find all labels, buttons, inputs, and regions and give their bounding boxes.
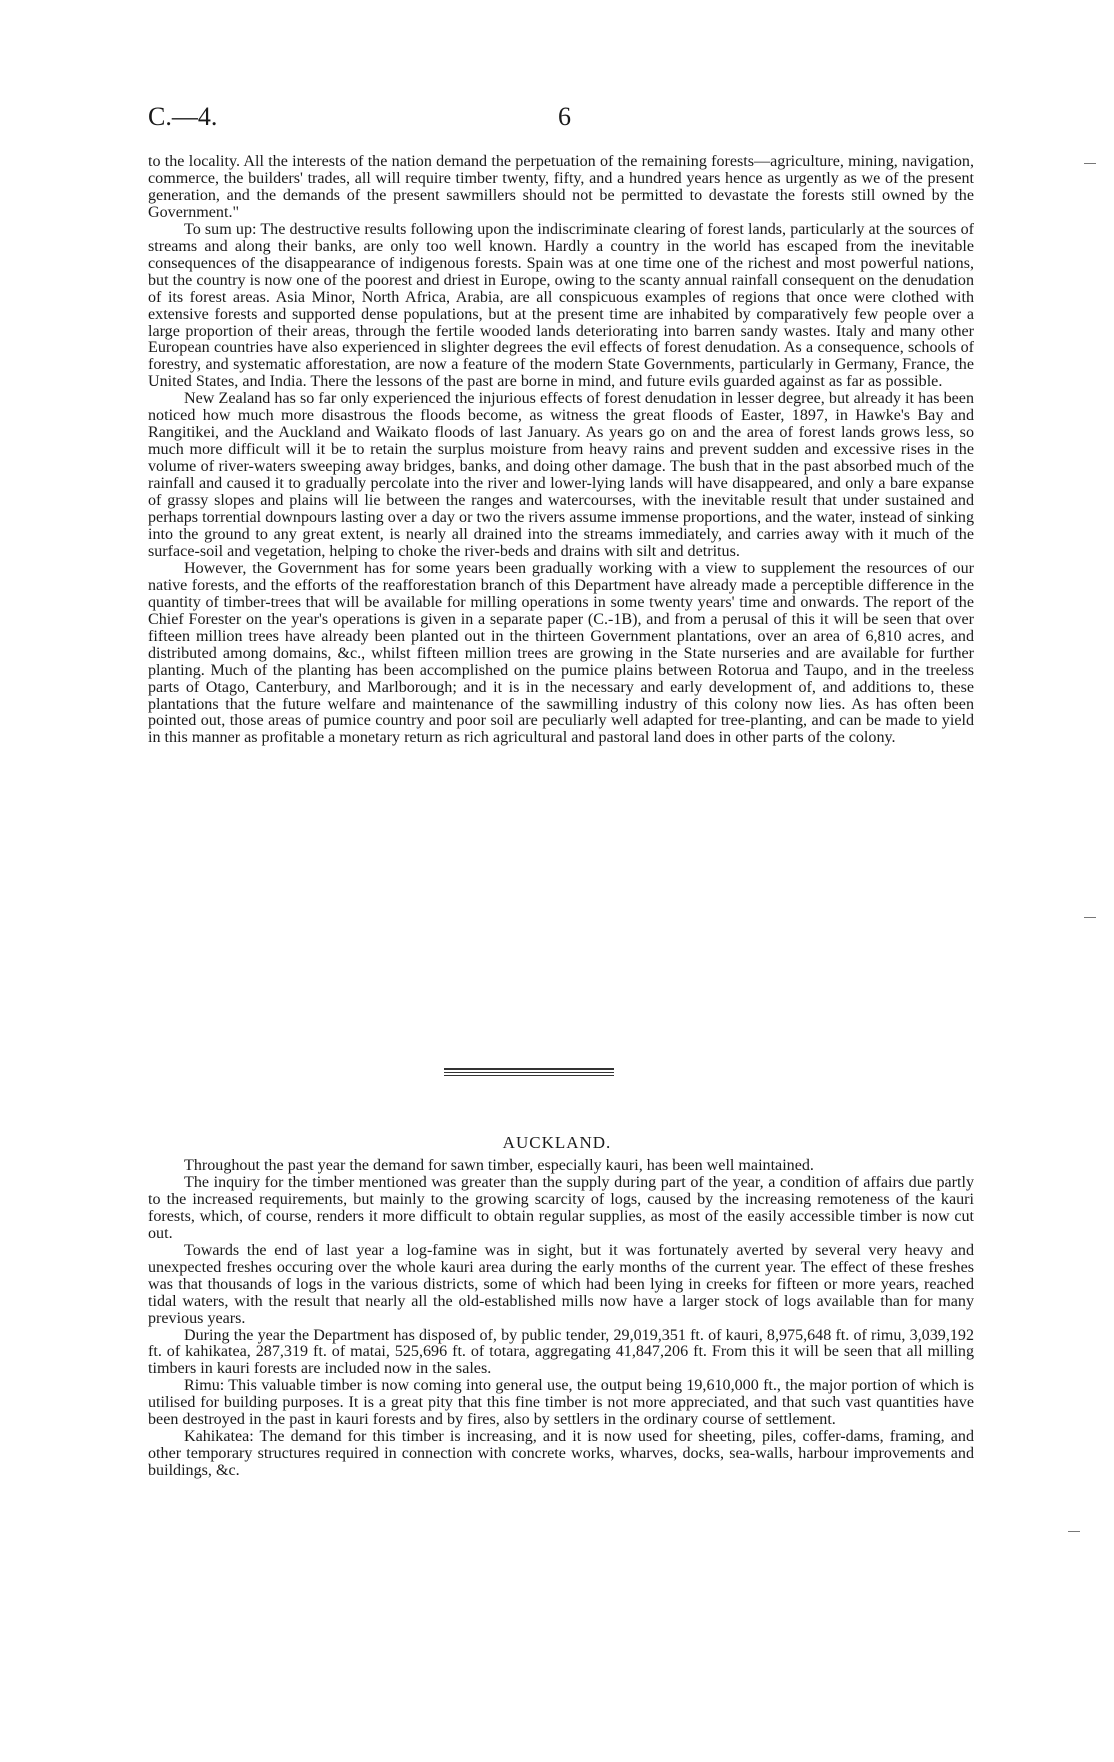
margin-mark <box>1084 917 1096 918</box>
paragraph: To sum up: The destructive results following upon the indiscriminate clearing of forest lands, particularly at the sources of streams and along their banks, are only too well known. Hardly a country in the world has escaped from the inevitable consequences of the disappearance of indigenous forests. Spain was at one time one of the richest and most powerful nations, but the country is now one of the poorest and driest in Europe, owing to the scanty annual rainfall consequent on the denudation of its forest areas. Asia Minor, North Africa, Arabia, are all conspicuous examples of regions that once were clothed with extensive forests and supported dense populations, but at the present time are inhabited by comparatively few people over a large proportion of their areas, through the fertile wooded lands deteriorating into barren sandy wastes. Italy and many other European countries have also experienced in slighter degrees the evil effects of forest denudation. As a consequence, schools of forestry, and systematic afforestation, are now a feature of the modern State Governments, particularly in Germany, France, the United States, and India. There the lessons of the past are borne in mind, and future evils guarded against as far as possible. <box>148 220 974 391</box>
margin-mark <box>1068 1531 1080 1532</box>
paragraph: However, the Government has for some years been gradually working with a view to supplement the resources of our native forests, and the efforts of the reafforestation branch of this Department have already made a perceptible difference in the quantity of timber-trees that will be available for milling operations in some twenty years' time and onwards. The report of the Chief Forester on the year's operations is given in a separate paper (C.-1B), and from a perusal of this it will be seen that over fifteen million trees have already been planted out in the thirteen Government plantations, over an area of 6,810 acres, and distributed among domains, &c., whilst fifteen million trees are growing in the State nurseries and are available for further planting. Much of the planting has been accomplished on the pumice plains between Rotorua and Taupo, and in the treeless parts of Otago, Canterbury, and Marlborough; and it is in the necessary and early development of, and additions to, these plantations that the future welfare and maintenance of the sawmilling industry of this colony now lies. As has often been pointed out, those areas of pumice country and poor soil are peculiarly well adapted for tree-planting, and can be made to yield in this manner as profitable a monetary return as rich agricultural and pastoral land does in other parts of the colony. <box>148 559 974 747</box>
section-auckland-body <box>148 1158 974 1480</box>
section-forests-body <box>148 154 974 747</box>
section-title: AUCKLAND. <box>502 1133 612 1152</box>
paragraph: The inquiry for the timber mentioned was greater than the supply during part of the year, a condition of affairs due partly to the increased requirements, but mainly to the growing scarcity of logs, caused by the increasing remoteness of the kauri forests, which, of course, renders it more difficult to obtain regular supplies, as most of the easily accessible timber is now cut out. <box>148 1173 974 1242</box>
paragraph: Throughout the past year the demand for sawn timber, especially kauri, has been well maintained. <box>184 1157 814 1174</box>
page-number: 6 <box>558 102 571 131</box>
paragraph: Towards the end of last year a log-famine was in sight, but it was fortunately averted by several very heavy and unexpected freshes occuring over the whole kauri area during the early months of the current year. The effect of these freshes was that thousands of logs in the various districts, some of which had been lying in creeks for fifteen or more years, reached tidal waters, with the result that nearly all the old-established mills now have a larger stock of logs available than for many previous years. <box>148 1241 974 1327</box>
document-reference: C.—4. <box>148 102 218 131</box>
paragraph: Rimu: This valuable timber is now coming into general use, the output being 19,610,000 ft., the major portion of which is utilised for building purposes. It is a great pity that this fine timber is not more appreciated, and that such vast quantities have been destroyed in the past in kauri forests and by fires, also by settlers in the ordinary course of settlement. <box>148 1377 974 1429</box>
paragraph: New Zealand has so far only experienced the injurious effects of forest denudation in lesser degree, but already it has been noticed how much more disastrous the floods become, as witness the great floods of Easter, 1897, in Hawke's Bay and Rangitikei, and the Auckland and Waikato floods of last January. As years go on and the area of forest lands grows less, so much more difficult will it be to retain the surplus moisture from heavy rains and prevent sudden and excessive rises in the volume of river-waters sweeping away bridges, banks, and doing other damage. The bush that in the past absorbed much of the rainfall and caused it to gradually percolate into the river and lower-lying lands will have disappeared, and only a bare expanse of grassy slopes and plains will lie between the ranges and watercourses, with the inevitable result that under sustained and perhaps torrential downpours lasting over a day or two the rivers assume immense proportions, and the water, instead of sinking into the ground to any great extent, is nearly all drained into the streams immediately, and carries away with it much of the surface-soil and vegetation, helping to choke the river-beds and drains with silt and detritus. <box>148 390 974 560</box>
paragraph: Kahikatea: The demand for this timber is increasing, and it is now used for sheeting, piles, coffer-dams, framing, and other temporary structures required in connection with concrete works, wharves, docks, sea-walls, harbour improvements and buildings, &c. <box>148 1428 974 1480</box>
paragraph: to the locality. All the interests of the nation demand the perpetuation of the remaining forests—agriculture, mining, navigation, commerce, the builders' trades, all will require timber twenty, fifty, and a hundred years hence as urgently as we of the present generation, and the demands of the present sawmillers should not be permitted to devastate the forests still owned by the Government." <box>148 153 974 221</box>
section-divider <box>444 1068 614 1076</box>
margin-mark <box>1084 163 1096 164</box>
paragraph: During the year the Department has disposed of, by public tender, 29,019,351 ft. of kauri, 8,975,648 ft. of rimu, 3,039,192 ft. of kahikatea, 287,319 ft. of matai, 525,696 ft. of totara, aggregating 41,847,206 ft. From this it will be seen that all milling timbers in kauri forests are included now in the sales. <box>148 1326 974 1378</box>
